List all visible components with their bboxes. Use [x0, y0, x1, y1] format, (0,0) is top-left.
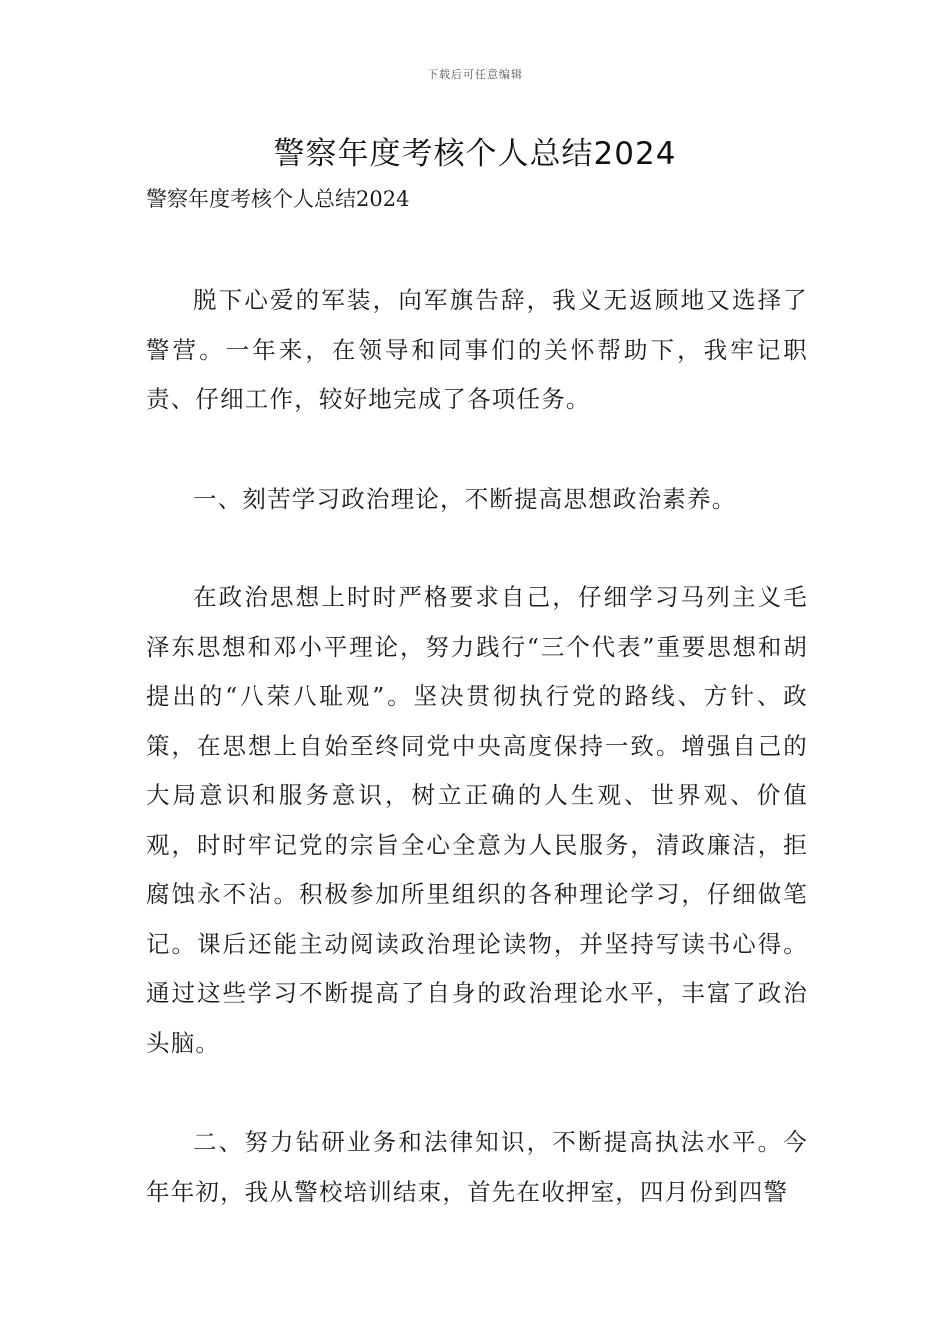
paragraph-political [146, 573, 808, 1068]
section-heading-text: 一、刻苦学习政治理论，不断提高思想政治素养。 [193, 485, 737, 513]
paragraph-text: 脱下心爱的军装，向军旗告辞，我义无返顾地又选择了警营。一年来，在领导和同事们的关怀帮助下，我牢记职责、仔细工作，较好地完成了各项任务。 [146, 286, 808, 413]
section-heading-text: 二、努力钻研业务和法律知识，不断提高执法水平。今年年初，我从警校培训结束，首先在收押室，四月份到四警 [146, 1128, 808, 1206]
paragraph-text: 在政治思想上时时严格要求自己，仔细学习马列主义毛泽东思想和邓小平理论，努力践行“三个代表”重要思想和胡提出的“八荣八耻观”。坚决贯彻执行党的路线、方针、政策，在思想上自始至终同党中央高度保持一致。增强自己的大局意识和服务意识，树立正确的人生观、世界观、价值观，时时牢记党的宗旨全心全意为人民服务，清政廉洁，拒腐蚀永不沾。积极参加所里组织的各种理论学习，仔细做笔记。课后还能主动阅读政治理论读物，并坚持写读书心得。通过这些学习不断提高了自身的政治理论水平，丰富了政治头脑。 [146, 583, 808, 1057]
document-subtitle: 警察年度考核个人总结2024 [146, 187, 410, 211]
header-note: 下载后可任意编辑 [427, 68, 523, 81]
section-heading-1 [146, 475, 808, 525]
paragraph-intro [146, 276, 808, 425]
section-heading-2 [146, 1118, 808, 1217]
document-title: 警察年度考核个人总结2024 [273, 136, 677, 172]
